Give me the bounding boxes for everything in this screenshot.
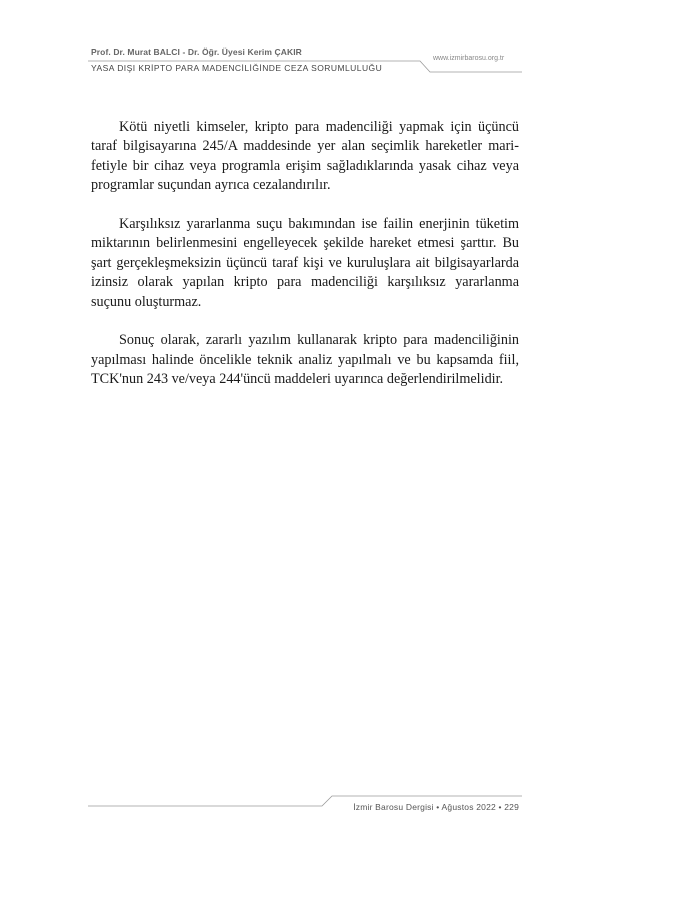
paragraph: Sonuç olarak, zararlı yazılım kullanarak kripto para madenciliğinin yapılması halinde öncelikle teknik analiz yapılmalı ve bu kapsamda fiil, TCK'nun 243 ve/veya 244'üncü maddeleri uyarınca değerlendirilmelidir. bbox=[91, 332, 519, 388]
header-authors: Prof. Dr. Murat BALCI - Dr. Öğr. Üyesi Kerim ÇAKIR bbox=[91, 47, 302, 57]
header-website[interactable]: www.izmirbarosu.org.tr bbox=[433, 55, 505, 62]
footer-journal-info: İzmir Barosu Dergisi • Ağustos 2022 • 229 bbox=[353, 802, 519, 812]
header-rule bbox=[88, 56, 522, 74]
header-article-title: YASA DIŞI KRİPTO PARA MADENCİLİĞİNDE CEZA SORUMLULUĞU bbox=[91, 63, 383, 73]
paragraph: Kötü niyetli kimseler, kripto para madenciliği yapmak için üçüncü taraf bilgisayarına 245/A maddesinde yer alan seçimlik hareketler marifetiyle bir cihaz veya programla erişim sağladıklarında yasak cihaz veya programlar suçundan ayrıca cezalandırılır. bbox=[91, 119, 519, 194]
paragraph: Karşılıksız yararlanma suçu bakımından ise failin enerjinin tüketim miktarının belirlenmesini engelleyecek şekilde hareket etmesi şarttır. Bu şart gerçekleşmeksizin üçüncü taraf kişi ve kuruluşlara ait bilgisayarlarda izinsiz olarak yapılan kripto para madenciliği karşılıksız yararlanma suçunu oluşturmaz. bbox=[91, 216, 519, 310]
article-body bbox=[91, 118, 519, 409]
